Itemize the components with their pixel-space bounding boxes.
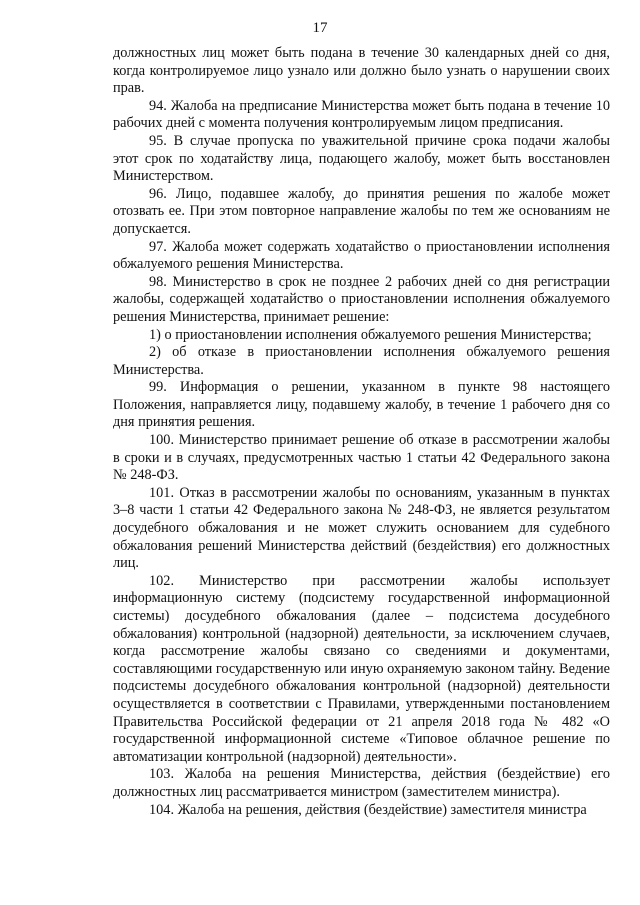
paragraph-97: 97. Жалоба может содержать ходатайство о приостановлении исполнения обжалуемого решения Министерства. — [113, 238, 610, 273]
paragraph-98: 98. Министерство в срок не позднее 2 рабочих дней со дня регистрации жалобы, содержащей ходатайство о приостановлении исполнения обжалуемого решения Министерства, принимает решение: — [113, 273, 610, 325]
paragraph-100: 100. Министерство принимает решение об отказе в рассмотрении жалобы в сроки и в случаях, предусмотренных частью 1 статьи 42 Федерального закона № 248-ФЗ. — [113, 432, 610, 484]
paragraph-99: 99. Информация о решении, указанном в пункте 98 настоящего Положения, направляется лицу, подавшему жалобу, в течение 1 рабочего дня со дня принятия решения. — [113, 379, 610, 431]
paragraph-94: 94. Жалоба на предписание Министерства может быть подана в течение 10 рабочих дней с момента получения контролируемым лицом предписания. — [113, 97, 610, 132]
document-body — [113, 45, 610, 819]
paragraph-continuation: должностных лиц может быть подана в течение 30 календарных дней со дня, когда контролируемое лицо узнало или должно было узнать о нарушении своих прав. — [113, 45, 610, 97]
paragraph-98-item-2: 2) об отказе в приостановлении исполнения обжалуемого решения Министерства. — [113, 344, 610, 378]
page-number: 17 — [312, 20, 328, 36]
paragraph-98-item-1: 1) о приостановлении исполнения обжалуемого решения Министерства; — [149, 326, 592, 343]
paragraph-95: 95. В случае пропуска по уважительной причине срока подачи жалобы этот срок по ходатайству лица, подающего жалобу, может быть восстановлен Министерством. — [113, 132, 610, 185]
paragraph-104: 104. Жалоба на решения, действия (бездействие) заместителя министра — [149, 801, 587, 818]
paragraph-103: 103. Жалоба на решения Министерства, действия (бездействие) его должностных лиц рассматривается министром (заместителем министра). — [113, 766, 610, 800]
paragraph-102: 102. Министерство при рассмотрении жалобы использует информационную систему (подсистему государственной информационной системы) досудебного обжалования (далее – подсистема досудебного обжалования) контрольной (надзорной) деятельности, за исключением случаев, когда рассмотрение жалобы связано со сведениями и документами, составляющими государственную или иную охраняемую законом тайну. Ведение подсистемы досудебного обжалования контрольной (надзорной) деятельности осуществляется в соответствии с Правилами, утвержденными постановлением Правительства Российской федерации от 21 апреля 2018 года № 482 «О государственной информационной системе «Типовое облачное решение по автоматизации контрольной (надзорной) деятельности». — [113, 572, 610, 765]
paragraph-96: 96. Лицо, подавшее жалобу, до принятия решения по жалобе может отозвать ее. При этом повторное направление жалобы по тем же основаниям не допускается. — [113, 185, 610, 237]
paragraph-101: 101. Отказ в рассмотрении жалобы по основаниям, указанным в пунктах 3–8 части 1 статьи 42 Федерального закона № 248-ФЗ, не является результатом досудебного обжалования и не может служить основанием для судебного обжалования решений Министерства действий (бездействия) его должностных лиц. — [113, 484, 610, 572]
